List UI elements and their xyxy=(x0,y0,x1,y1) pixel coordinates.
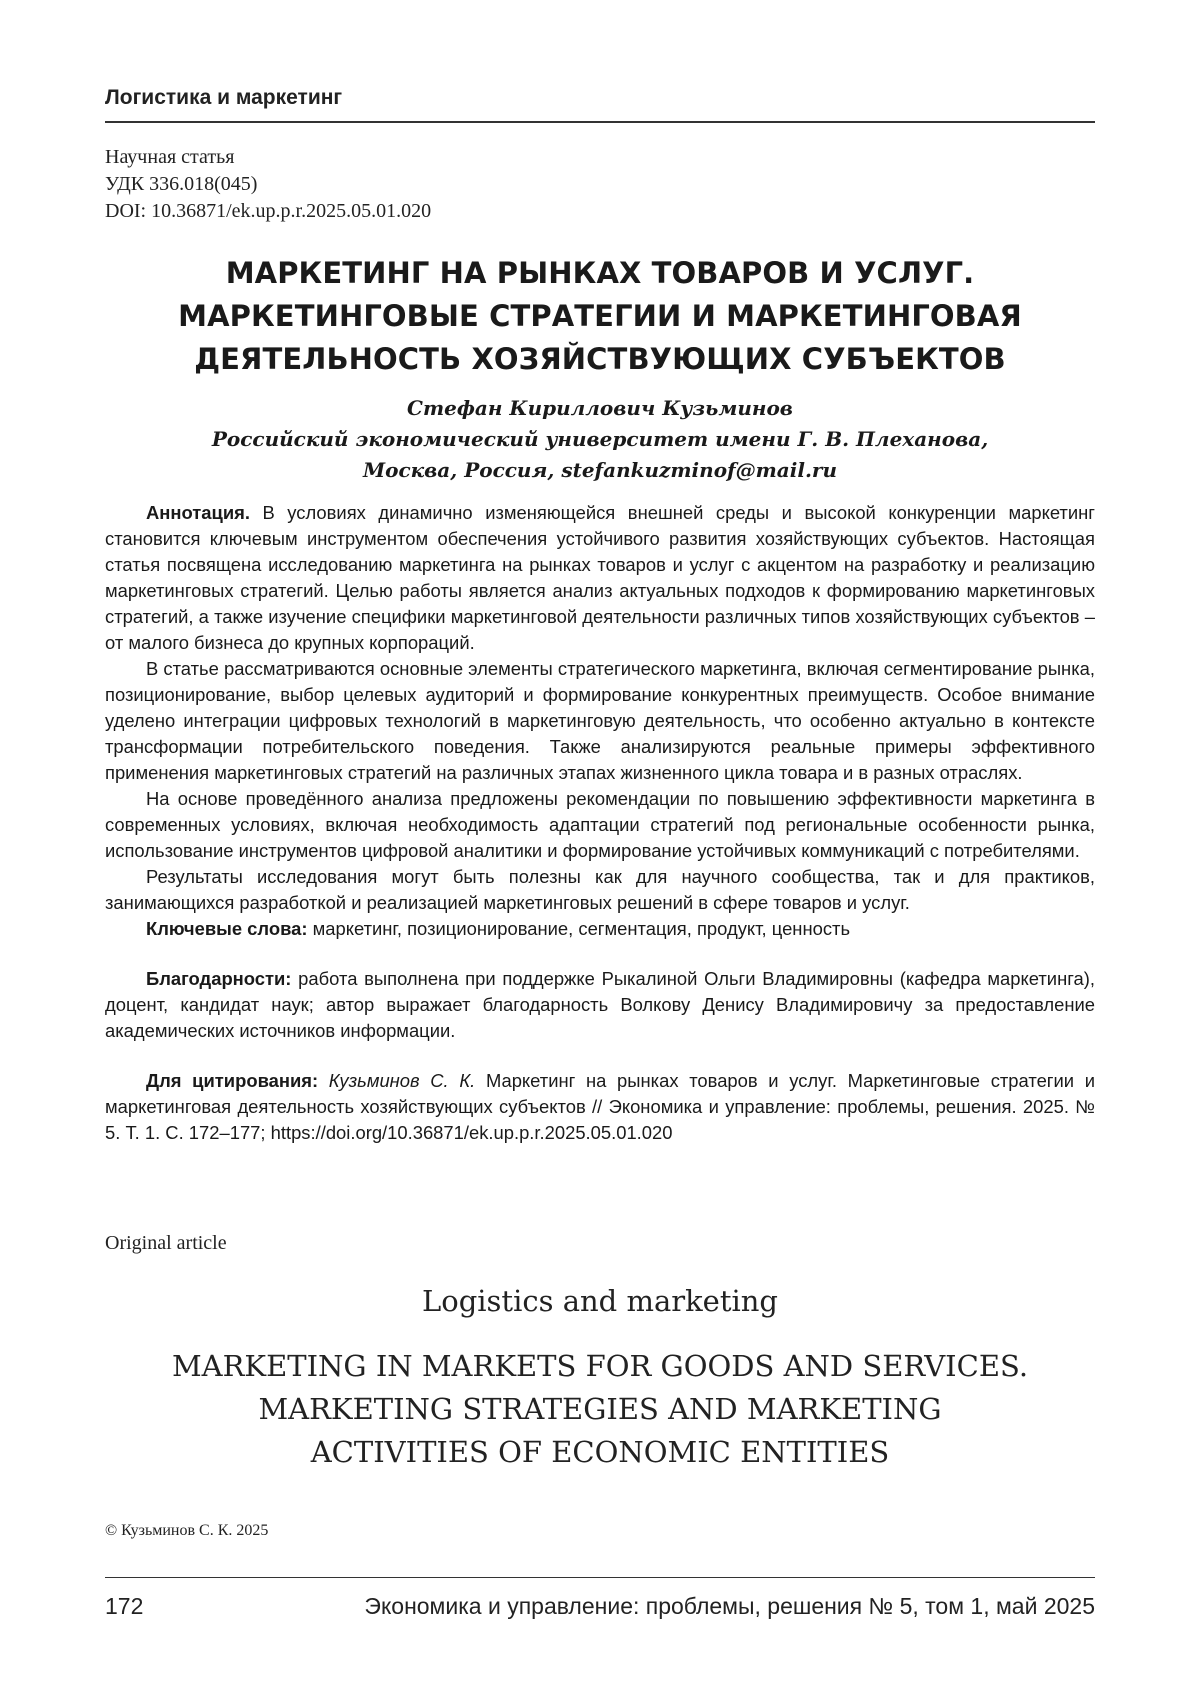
abstract-paragraph: На основе проведённого анализа предложены рекомендации по повышению эффективности маркетинга в современных условиях, включая необходимость адаптации стратегий под региональные особенности рынка, использование инструментов цифровой аналитики и формирование устойчивых коммуникаций с потребителями. xyxy=(105,786,1095,864)
udc-code: УДК 336.018(045) xyxy=(105,171,431,198)
header-divider xyxy=(105,121,1095,123)
title-en-line: MARKETING IN MARKETS FOR GOODS AND SERVICES. xyxy=(105,1345,1095,1388)
doi: DOI: 10.36871/ek.up.p.r.2025.05.01.020 xyxy=(105,198,431,225)
title-en-line: MARKETING STRATEGIES AND MARKETING xyxy=(105,1388,1095,1431)
section-en: Logistics and marketing xyxy=(105,1284,1095,1318)
abstract-paragraph: В статье рассматриваются основные элементы стратегического маркетинга, включая сегментирование рынка, позиционирование, выбор целевых аудиторий и формирование конкурентных преимуществ. Особое внимание уделено интеграции цифровых технологий в маркетинговую деятельность, что особенно актуально в контексте трансформации потребительского поведения. Также анализируются реальные примеры эффективного применения маркетинговых стратегий на различных этапах жизненного цикла товара и в разных отраслях. xyxy=(105,656,1095,786)
article-type: Научная статья xyxy=(105,144,431,171)
journal-info: Экономика и управление: проблемы, решения № 5, том 1, май 2025 xyxy=(364,1593,1095,1620)
section-header: Логистика и маркетинг xyxy=(105,86,342,110)
abstract-block xyxy=(105,500,1095,1146)
title-en-line: ACTIVITIES OF ECONOMIC ENTITIES xyxy=(105,1431,1095,1474)
page-number: 172 xyxy=(105,1593,143,1620)
footer-divider xyxy=(105,1577,1095,1578)
keywords-text: маркетинг, позиционирование, сегментация, продукт, ценность xyxy=(307,918,850,939)
article-type-en: Original article xyxy=(105,1232,227,1255)
title-ru-line: ДЕЯТЕЛЬНОСТЬ ХОЗЯЙСТВУЮЩИХ СУБЪЕКТОВ xyxy=(105,338,1095,381)
abstract-label: Аннотация. xyxy=(146,502,250,523)
article-meta xyxy=(105,144,431,225)
abstract-paragraph xyxy=(105,500,1095,656)
acknowledgments-text: работа выполнена при поддержке Рыкалиной Ольги Владимировны (кафедра маркетинга), доцент, кандидат наук; автор выражает благодарность Волкову Денису Владимировичу за предоставление академических источников информации. xyxy=(105,968,1095,1041)
acknowledgments xyxy=(105,966,1095,1044)
abstract-text: В условиях динамично изменяющейся внешней среды и высокой конкуренции маркетинг становится ключевым инструментом обеспечения устойчивого развития хозяйствующих субъектов. Настоящая статья посвящена исследованию маркетинга на рынках товаров и услуг с акцентом на разработку и реализацию маркетинговых стратегий. Целью работы является анализ актуальных подходов к формированию маркетинговых стратегий, а также изучение специфики маркетинговой деятельности различных типов хозяйствующих субъектов – от малого бизнеса до крупных корпораций. xyxy=(105,502,1095,653)
citation-label: Для цитирования: xyxy=(146,1070,318,1091)
article-title-ru xyxy=(105,252,1095,381)
title-ru-line: МАРКЕТИНГОВЫЕ СТРАТЕГИИ И МАРКЕТИНГОВАЯ xyxy=(105,295,1095,338)
copyright: © Кузьминов С. К. 2025 xyxy=(105,1522,268,1540)
citation-text: Маркетинг на рынках товаров и услуг. Маркетинговые стратегии и маркетинговая деятельность хозяйствующих субъектов // Экономика и управление: проблемы, решения. 2025. № 5. Т. 1. С. 172–177; https://doi.org/10.36871/ek.up.p.r.2025.05.01.020 xyxy=(105,1070,1095,1143)
article-page xyxy=(0,0,1200,1698)
author-name: Стефан Кириллович Кузьминов xyxy=(105,393,1095,424)
abstract-paragraph: Результаты исследования могут быть полезны как для научного сообщества, так и для практиков, занимающихся разработкой и реализацией маркетинговых решений в сфере товаров и услуг. xyxy=(105,864,1095,916)
article-title-en xyxy=(105,1345,1095,1474)
citation xyxy=(105,1068,1095,1146)
keywords-label: Ключевые слова: xyxy=(146,918,307,939)
title-ru-line: МАРКЕТИНГ НА РЫНКАХ ТОВАРОВ И УСЛУГ. xyxy=(105,252,1095,295)
author-block xyxy=(105,393,1095,486)
author-location-email: Москва, Россия, stefankuzminof@mail.ru xyxy=(105,455,1095,486)
acknowledgments-label: Благодарности: xyxy=(146,968,291,989)
citation-author: Кузьминов С. К. xyxy=(318,1070,475,1091)
keywords xyxy=(105,916,1095,942)
author-affiliation: Российский экономический университет имени Г. В. Плеханова, xyxy=(105,424,1095,455)
